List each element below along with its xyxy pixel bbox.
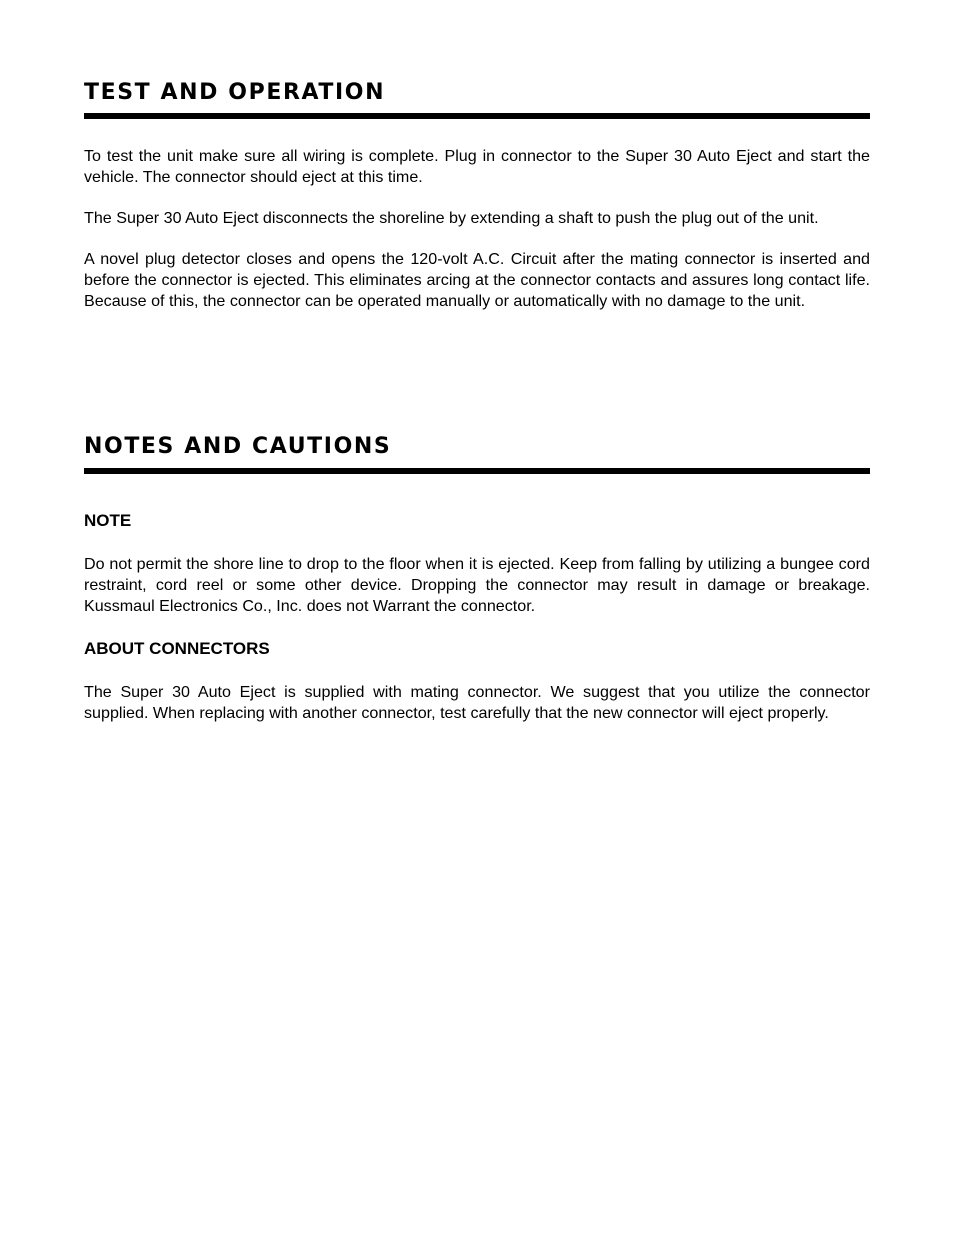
paragraph-plug-detector: A novel plug detector closes and opens the 120-volt A.C. Circuit after the mating connector is inserted and before the connector is ejected. This eliminates arcing at the connector contacts and assures long contact life. Because of this, the connector can be operated manually or automatically with no damage to the unit. (84, 250, 870, 310)
subheading-about-connectors: ABOUT CONNECTORS (84, 639, 270, 658)
paragraph-eject-mechanism: The Super 30 Auto Eject disconnects the shoreline by extending a shaft to push the plug out of the unit. (84, 209, 819, 227)
paragraph-about-connectors: The Super 30 Auto Eject is supplied with mating connector. We suggest that you utilize the connector supplied. When replacing with another connector, test carefully that the new connector will eject properly. (84, 683, 870, 722)
section-divider (84, 468, 870, 474)
subheading-note: NOTE (84, 511, 132, 530)
section-divider (84, 113, 870, 119)
paragraph-test-instructions: To test the unit make sure all wiring is complete. Plug in connector to the Super 30 Auto Eject and start the vehicle. The connector should eject at this time. (84, 147, 870, 186)
section-title-notes-and-cautions: NOTES AND CAUTIONS (84, 434, 392, 459)
paragraph-note: Do not permit the shore line to drop to the floor when it is ejected. Keep from falling by utilizing a bungee cord restraint, cord reel or some other device. Dropping the connector may result in damage or breakage. Kussmaul Electronics Co., Inc. does not Warrant the connector. (84, 555, 870, 615)
section-title-test-and-operation: TEST AND OPERATION (84, 80, 386, 105)
